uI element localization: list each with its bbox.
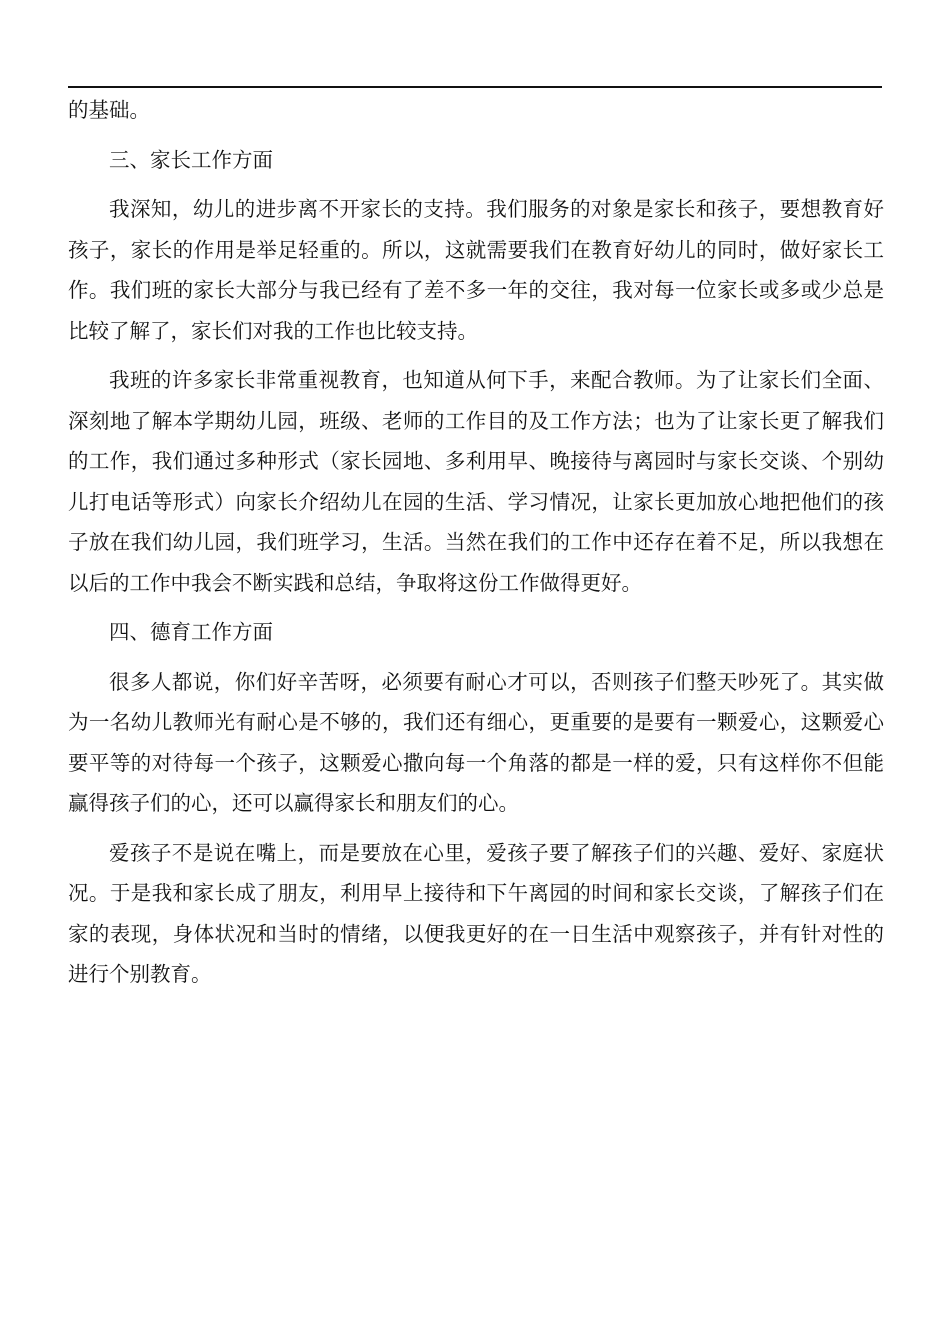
paragraph-parent-support: 我深知，幼儿的进步离不开家长的支持。我们服务的对象是家长和孩子，要想教育好孩子，家长的作用是举足轻重的。所以，这就需要我们在教育好幼儿的同时，做好家长工作。我们班的家长大部分与我已经有了差不多一年的交往，我对每一位家长或多或少总是比较了解了，家长们对我的工作也比较支持。 [68,197,884,343]
paragraph-patience-love: 很多人都说，你们好辛苦呀，必须要有耐心才可以，否则孩子们整天吵死了。其实做为一名幼儿教师光有耐心是不够的，我们还有细心，更重要的是要有一颗爱心，这颗爱心要平等的对待每一个孩子，这颗爱心撒向每一个角落的都是一样的爱，只有这样你不但能赢得孩子们的心，还可以赢得家长和朋友们的心。 [68,669,884,815]
document-body [68,90,884,995]
section-heading-parent-work: 三、家长工作方面 [109,147,273,172]
paragraph-continuation: 的基础。 [68,98,150,122]
header-rule [68,86,882,88]
paragraph-parent-communication: 我班的许多家长非常重视教育，也知道从何下手，来配合教师。为了让家长们全面、深刻地了解本学期幼儿园，班级、老师的工作目的及工作方法；也为了让家长更了解我们的工作，我们通过多种形式（家长园地、多利用早、晚接待与离园时与家长交谈、个别幼儿打电话等形式）向家长介绍幼儿在园的生活、学习情况，让家长更加放心地把他们的孩子放在我们幼儿园，我们班学习，生活。当然在我们的工作中还存在着不足，所以我想在以后的工作中我会不断实践和总结，争取将这份工作做得更好。 [68,368,884,595]
paragraph-love-children: 爱孩子不是说在嘴上，而是要放在心里，爱孩子要了解孩子们的兴趣、爱好、家庭状况。于是我和家长成了朋友，利用早上接待和下午离园的时间和家长交谈，了解孩子们在家的表现，身体状况和当时的情绪，以便我更好的在一日生活中观察孩子，并有针对性的进行个别教育。 [68,840,884,986]
section-heading-moral-education: 四、德育工作方面 [109,620,273,644]
